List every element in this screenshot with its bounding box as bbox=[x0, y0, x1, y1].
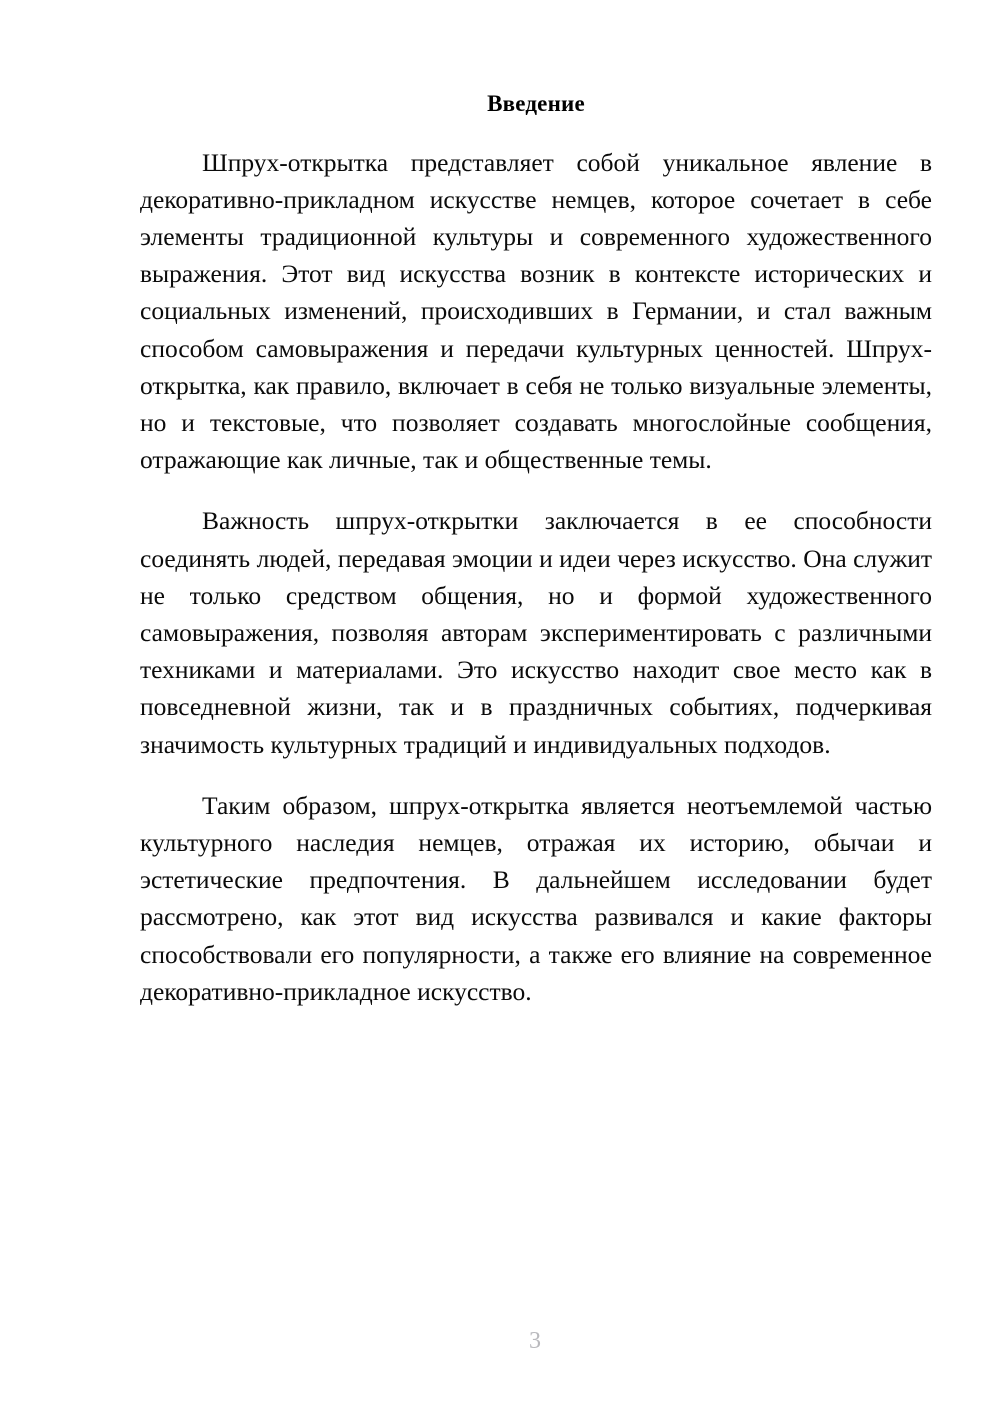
page-title: Введение bbox=[487, 91, 585, 116]
body-paragraph: Таким образом, шпрух-открытка является неотъемлемой частью культурного наследия немцев, отражая их историю, обычаи и эстетические предпочтения. В дальнейшем исследовании будет рассмотрено, как этот вид искусства развивался и какие факторы способствовали его популярности, а также его влияние на современное декоративно-прикладное искусство. bbox=[140, 790, 932, 1006]
page-number: 3 bbox=[529, 1328, 541, 1354]
body-paragraph: Шпрух-открытка представляет собой уникальное явление в декоративно-прикладном искусстве немцев, которое сочетает в себе элементы традиционной культуры и современного художественного выражения. Этот вид искусства возник в контексте исторических и социальных изменений, происходивших в Германии, и стал важным способом самовыражения и передачи культурных ценностей. Шпрух-открытка, как правило, включает в себя не только визуальные элементы, но и текстовые, что позволяет создавать многослойные сообщения, отражающие как личные, так и общественные темы. bbox=[140, 147, 932, 475]
document-body bbox=[140, 90, 932, 1010]
body-paragraph: Важность шпрух-открытки заключается в ее способности соединять людей, передавая эмоции и идеи через искусство. Она служит не только средством общения, но и формой художественного самовыражения, позволяя авторам экспериментировать с различными техниками и материалами. Это искусство находит свое место как в повседневной жизни, так и в праздничных событиях, подчеркивая значимость культурных традиций и индивидуальных подходов. bbox=[140, 506, 932, 759]
